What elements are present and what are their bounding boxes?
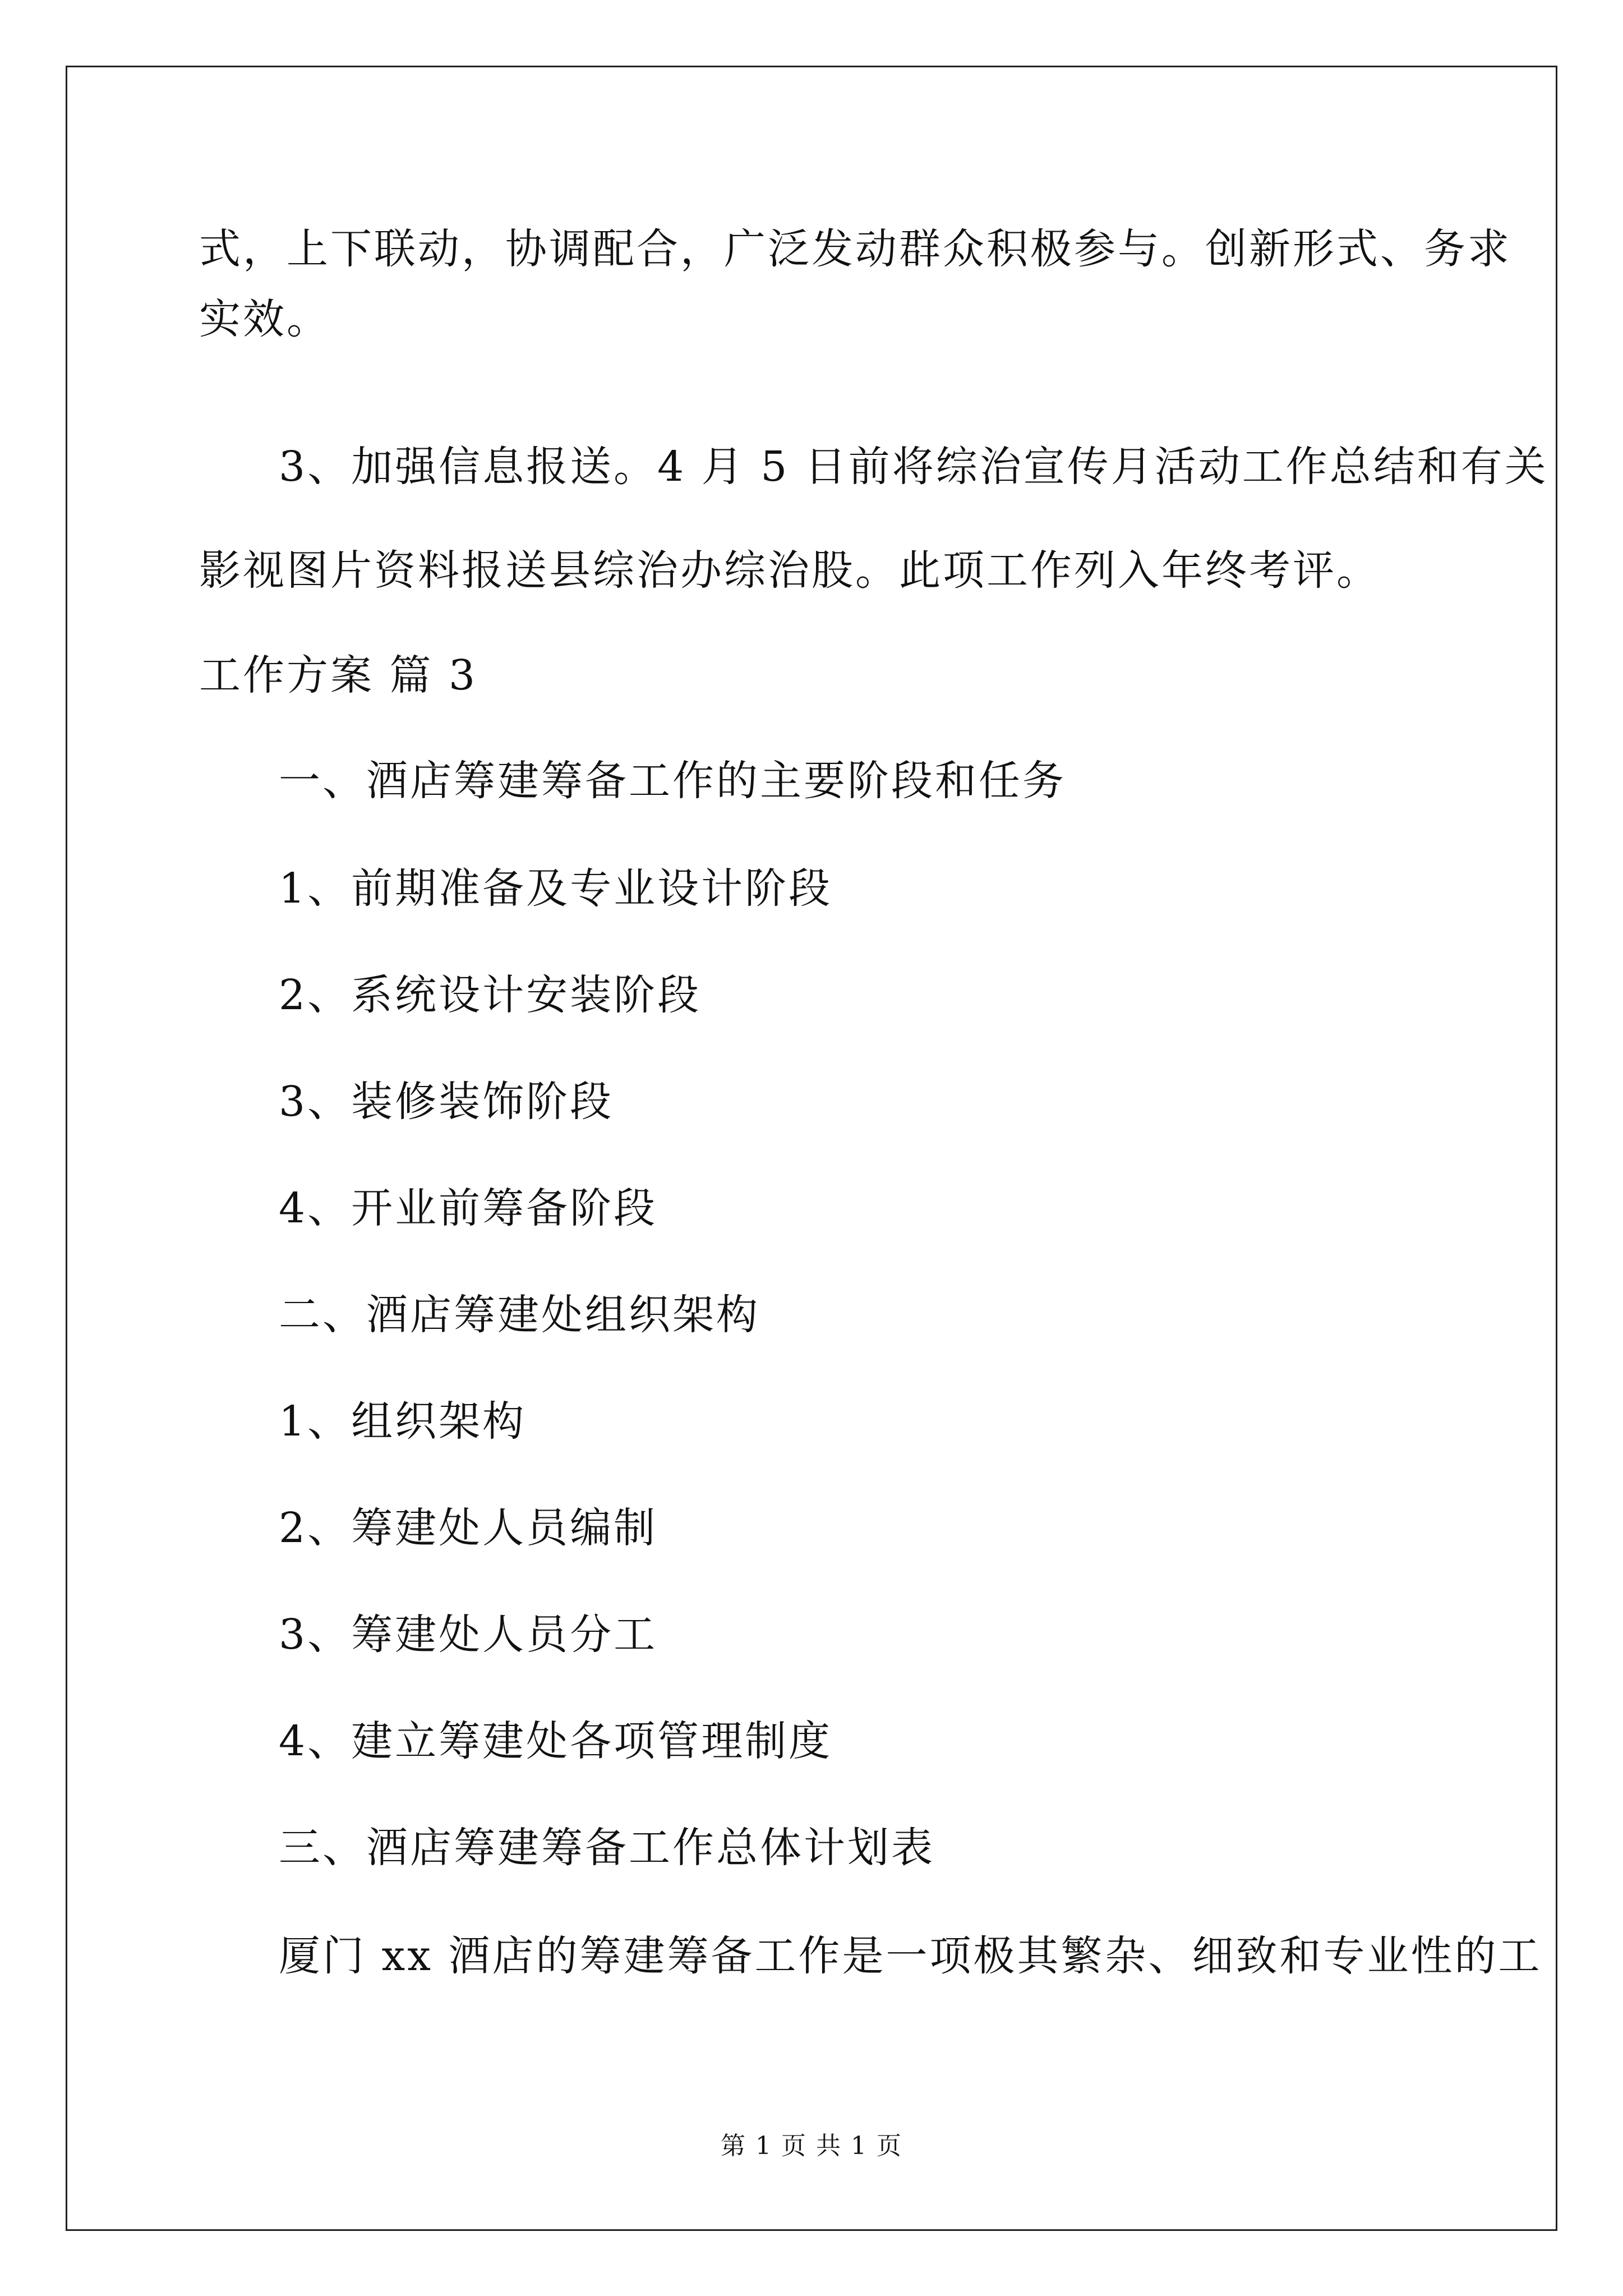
outline-item-8: 2、筹建处人员编制: [279, 1504, 658, 1552]
paragraph-line-3: 3、加强信息报送。4 月 5 日前将综治宣传月活动工作总结和有关: [279, 443, 1548, 491]
outline-item-10: 4、建立筹建处各项管理制度: [279, 1717, 833, 1765]
paragraph-line-4: 影视图片资料报送县综治办综治股。此项工作列入年终考评。: [199, 546, 1380, 595]
outline-item-7: 1、组织架构: [279, 1397, 527, 1446]
outline-item-3: 2、系统设计安装阶段: [279, 971, 702, 1019]
page-border: [66, 66, 1557, 2231]
section-heading: 工作方案 篇 3: [199, 651, 478, 700]
outline-item-9: 3、筹建处人员分工: [279, 1611, 658, 1659]
paragraph-line-last: 厦门 xx 酒店的筹建筹备工作是一项极其繁杂、细致和专业性的工: [279, 1932, 1542, 1980]
outline-item-4: 3、装修装饰阶段: [279, 1078, 614, 1126]
outline-item-5: 4、开业前筹备阶段: [279, 1184, 658, 1232]
outline-item-1: 一、酒店筹建筹备工作的主要阶段和任务: [279, 757, 1066, 805]
outline-item-2: 1、前期准备及专业设计阶段: [279, 864, 833, 913]
page-number-footer: 第 1 页 共 1 页: [721, 2132, 902, 2160]
paragraph-line-1: 式，上下联动，协调配合，广泛发动群众积极参与。创新形式、务求: [199, 225, 1511, 273]
outline-item-11: 三、酒店筹建筹备工作总体计划表: [279, 1824, 935, 1872]
outline-item-6: 二、酒店筹建处组织架构: [279, 1291, 760, 1339]
paragraph-line-2: 实效。: [199, 295, 330, 343]
